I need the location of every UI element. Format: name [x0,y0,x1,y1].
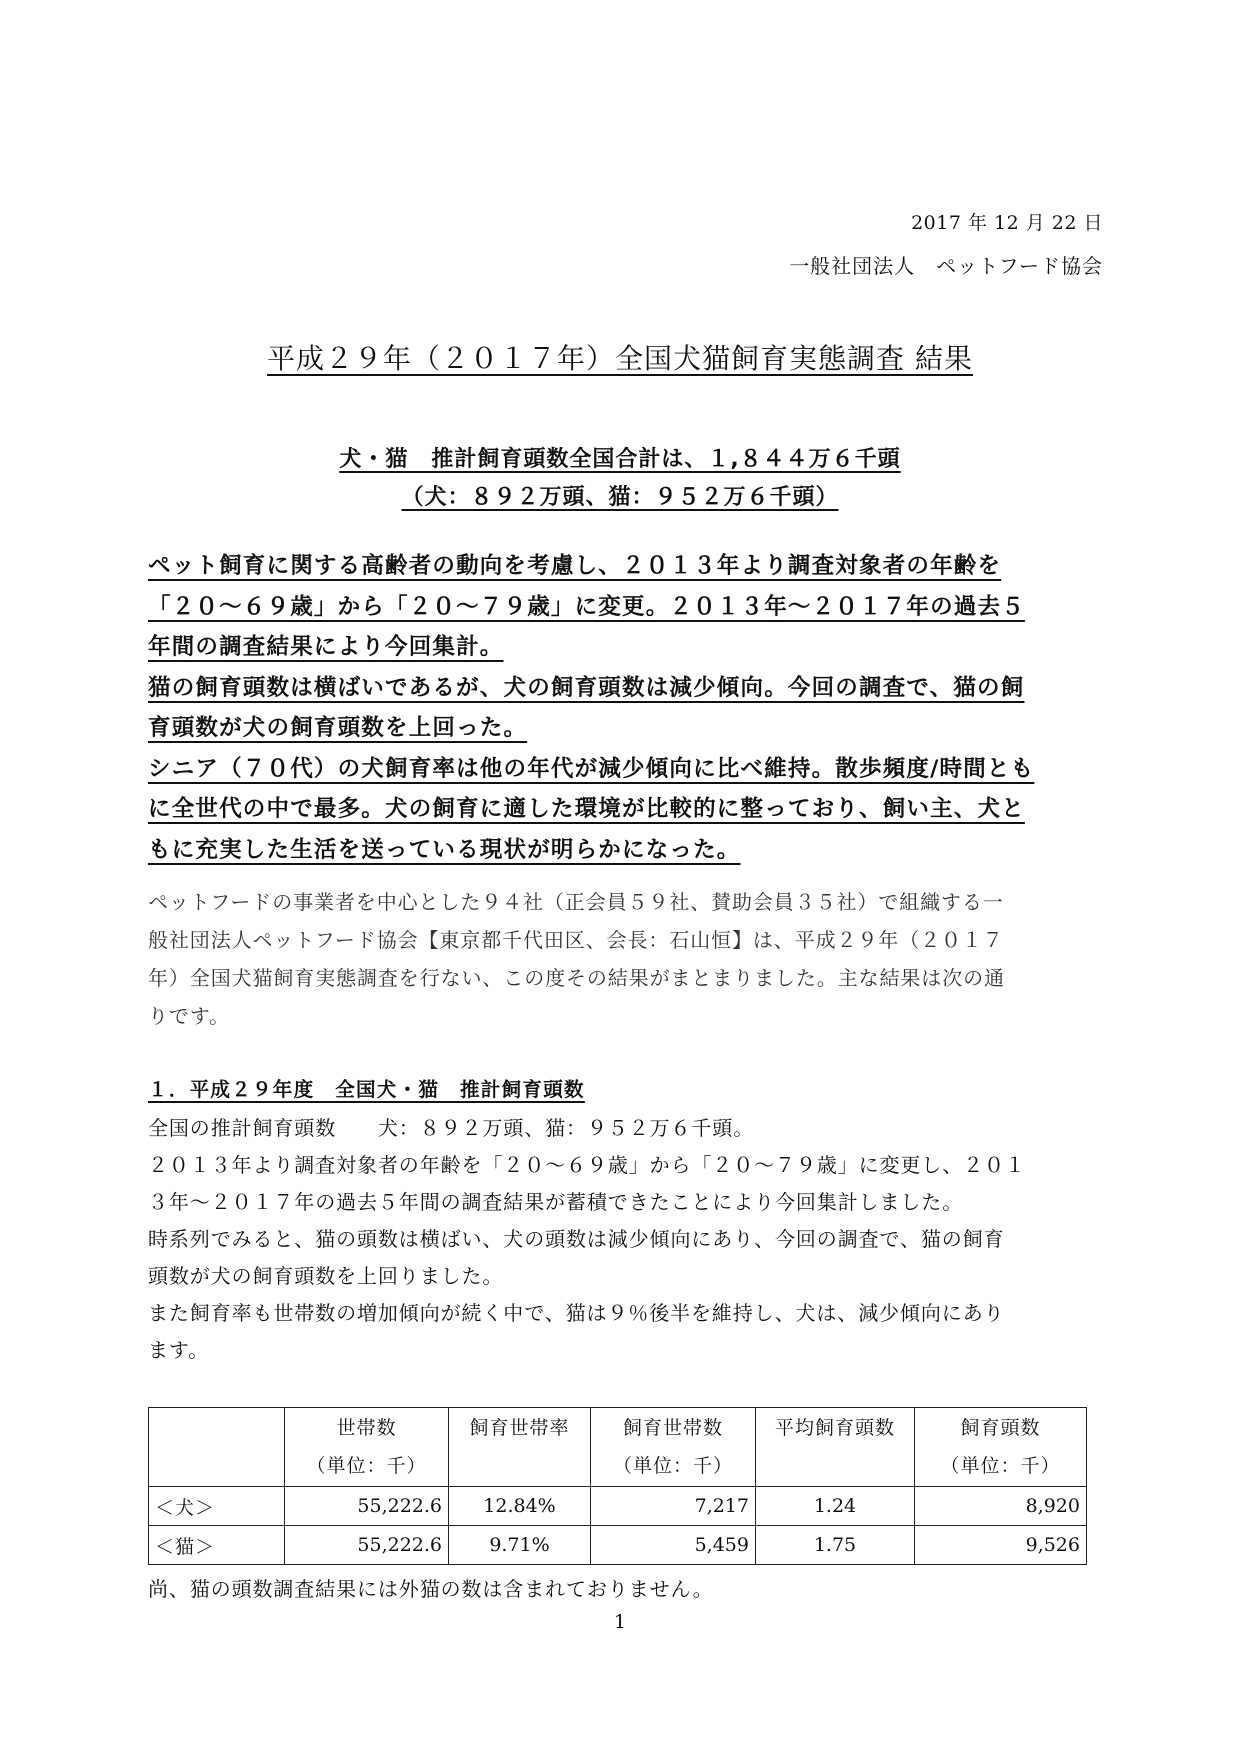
document-title [0,337,1240,377]
table-cell-owning: 5,459 [591,1526,756,1565]
summary-line-text: もに充実した生活を送っている現状が明らかになった。 [148,836,741,863]
page-number: 1 [613,1611,627,1633]
table-header-unit: （単位：千） [306,1455,427,1477]
headline-breakdown-text: （犬：８９２万頭、猫：９５２万６千頭） [401,485,839,510]
summary-line [148,708,1093,749]
organization-name: 一般社団法人 ペットフード協会 [789,254,1103,278]
summary-line-text: 育頭数が犬の飼育頭数を上回った。 [148,715,528,741]
table-header-pet-count [915,1408,1087,1487]
table-header-unit: （単位：千） [612,1455,733,1477]
table-cell-households: 55,222.6 [285,1487,449,1526]
summary-line [148,668,1093,709]
table-header-households [285,1408,449,1487]
section-1-heading-text: １．平成２９年度 全国犬・猫 推計飼育頭数 [148,1078,585,1101]
summary-block [148,546,1093,870]
table-header-text: 平均飼育頭数 [774,1417,895,1439]
summary-line-text: 「２０～６９歳」から「２０～７９歳」に変更。２０１３年～２０１７年の過去５ [148,593,1025,620]
summary-line-text: 年間の調査結果により今回集計。 [148,634,504,660]
table-cell-owning: 7,217 [591,1487,756,1526]
table-cell-households: 55,222.6 [285,1526,449,1565]
table-cell-label: ＜猫＞ [149,1526,285,1565]
summary-line [148,789,1093,830]
table-header-text: 飼育頭数 [960,1417,1041,1439]
table-cell-count: 9,526 [915,1526,1087,1565]
summary-line-text: に全世代の中で最多。犬の飼育に適した環境が比較的に整っており、飼い主、犬と [148,796,1025,822]
summary-line-text: シニア（７０代）の犬飼育率は他の年代が減少傾向に比べ維持。散歩頻度/時間とも [148,755,1035,782]
section-1-line: ３年～２０１７年の過去５年間の調査結果が蓄積できたことにより今回集計しました。 [148,1190,964,1214]
table-header-text: 飼育世帯率 [469,1417,570,1439]
table-cell-rate: 12.84% [449,1487,591,1526]
table-footnote: 尚、猫の頭数調査結果には外猫の数は含まれておりません。 [148,1577,714,1601]
summary-line [148,627,1093,668]
summary-line-text: ペット飼育に関する高齢者の動向を考慮し、２０１３年より調査対象者の年齢を [148,553,1002,579]
table-header-text: 飼育世帯数 [622,1417,723,1439]
section-1-body [148,1110,1093,1369]
pet-statistics-table [148,1407,1087,1565]
table-cell-label: ＜犬＞ [149,1487,285,1526]
table-cell-rate: 9.71% [449,1526,591,1565]
summary-line [148,749,1093,790]
headline-breakdown [0,480,1240,511]
intro-line: ペットフードの事業者を中心とした９４社（正会員５９社、賛助会員３５社）で組織する一 [148,890,1004,914]
intro-paragraph [148,883,1093,1035]
table-header-owning-households [591,1408,756,1487]
table-header-ownership-rate [449,1408,591,1487]
document-title-text: 平成２９年（２０１７年）全国犬猫飼育実態調査 結果 [267,342,973,375]
table-header-corner [149,1408,285,1487]
table-header-average-count [756,1408,915,1487]
table-cell-count: 8,920 [915,1487,1087,1526]
summary-line [148,830,1093,871]
intro-line: 般社団法人ペットフード協会【東京都千代田区、会長：石山恒】は、平成２９年（２０１７ [148,928,1004,952]
summary-line [148,546,1093,587]
section-1-line: 頭数が犬の飼育頭数を上回りました。 [148,1264,504,1288]
document-date: 2017 年 12 月 22 日 [911,212,1103,234]
intro-line: りです。 [148,1004,230,1028]
table-cell-average: 1.75 [756,1526,915,1565]
section-1-line: ２０１３年より調査対象者の年齢を「２０～６９歳」から「２０～７９歳」に変更し、２０１ [148,1153,1026,1177]
table-cell-average: 1.24 [756,1487,915,1526]
table-header-unit: （単位：千） [940,1455,1061,1477]
headline-total-text: 犬・猫 推計飼育頭数全国合計は、１,８４４万６千頭 [339,447,901,472]
table-header-row [149,1408,1087,1487]
table-row-cat [149,1526,1087,1565]
section-1-line: 全国の推計飼育頭数 犬：８９２万頭、猫：９５２万６千頭。 [148,1116,755,1140]
headline-total [0,442,1240,473]
section-1-heading [148,1074,585,1102]
summary-line [148,587,1093,628]
table-header-text: 世帯数 [336,1417,397,1439]
summary-line-text: 猫の飼育頭数は横ばいであるが、犬の飼育頭数は減少傾向。今回の調査で、猫の飼 [148,674,1025,701]
section-1-line: ます。 [148,1338,210,1362]
intro-line: 年）全国犬猫飼育実態調査を行ない、この度その結果がまとまりました。主な結果は次の通 [148,966,1005,990]
table-row-dog [149,1487,1087,1526]
section-1-line: また飼育率も世帯数の増加傾向が続く中で、猫は９％後半を維持し、犬は、減少傾向にあり [148,1301,1005,1325]
section-1-line: 時系列でみると、猫の頭数は横ばい、犬の頭数は減少傾向にあり、今回の調査で、猫の飼育 [148,1227,1005,1251]
